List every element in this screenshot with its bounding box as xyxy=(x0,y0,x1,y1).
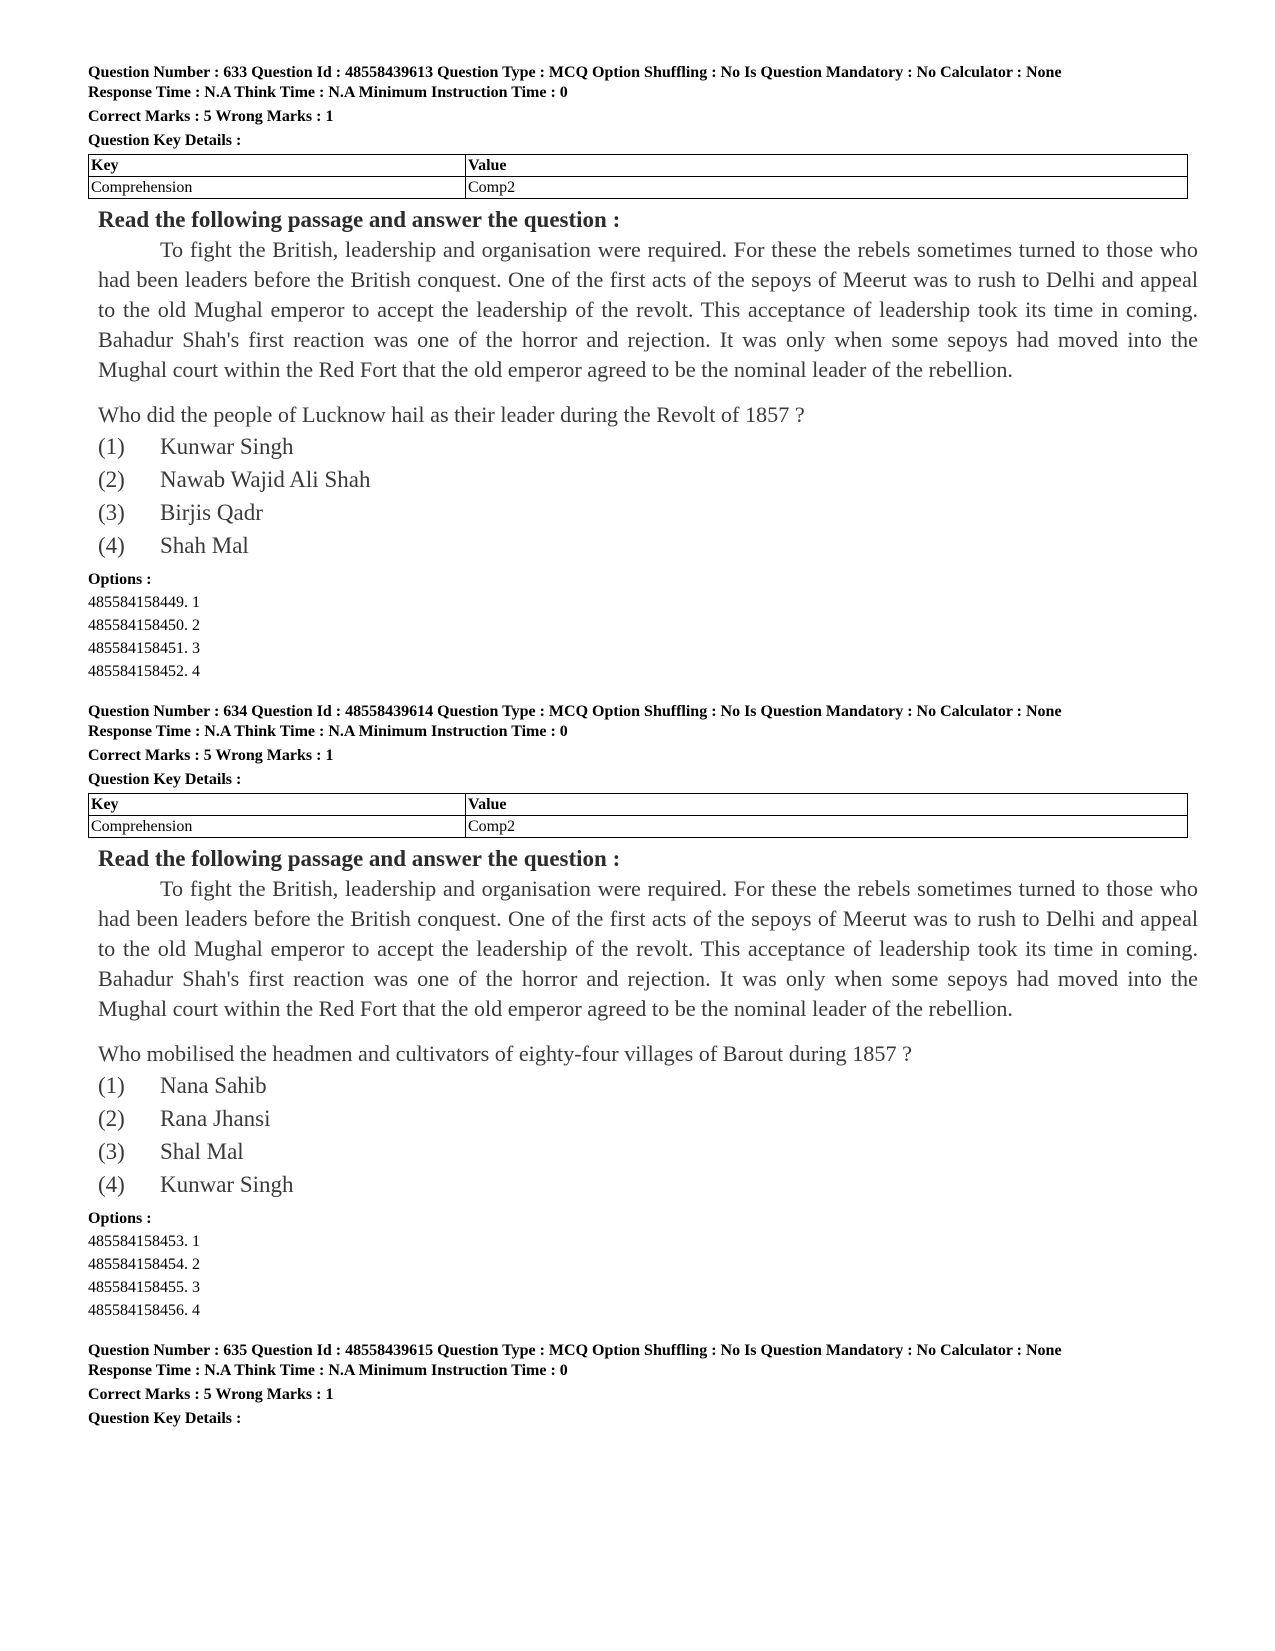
table-header-row xyxy=(89,794,1188,816)
value-cell: Comp2 xyxy=(466,816,1188,838)
value-header: Value xyxy=(466,155,1188,177)
question-meta-line1: Question Number : 635 Question Id : 48558439615 Question Type : MCQ Option Shuffling : No Is Question Mandatory : No Calculator : None xyxy=(88,1342,1062,1359)
option-id-line: 485584158449. 1 xyxy=(88,594,200,611)
question-meta-line1: Question Number : 633 Question Id : 48558439613 Question Type : MCQ Option Shuffling : No Is Question Mandatory : No Calculator : None xyxy=(88,64,1062,81)
question-meta-line1: Question Number : 634 Question Id : 48558439614 Question Type : MCQ Option Shuffling : No Is Question Mandatory : No Calculator : None xyxy=(88,703,1062,720)
choice-text: Nana Sahib xyxy=(160,1073,267,1098)
value-header: Value xyxy=(466,794,1188,816)
option-id-line: 485584158450. 2 xyxy=(88,617,200,634)
question-meta-line2: Response Time : N.A Think Time : N.A Minimum Instruction Time : 0 xyxy=(88,723,568,740)
option-id-line: 485584158455. 3 xyxy=(88,1279,200,1296)
passage-instruction: Read the following passage and answer the question : xyxy=(98,207,621,232)
option-id-line: 485584158456. 4 xyxy=(88,1302,200,1319)
key-details-title: Question Key Details : xyxy=(88,1410,242,1427)
key-cell: Comprehension xyxy=(89,177,466,199)
choice-number: (2) xyxy=(98,467,125,492)
key-header: Key xyxy=(89,155,466,177)
options-title: Options : xyxy=(88,571,152,588)
key-details-title: Question Key Details : xyxy=(88,771,242,788)
choice-number: (1) xyxy=(98,1073,125,1098)
choice-text: Rana Jhansi xyxy=(160,1106,271,1131)
question-text: Who did the people of Lucknow hail as their leader during the Revolt of 1857 ? xyxy=(98,402,805,427)
choice-number: (4) xyxy=(98,1172,125,1197)
question-block xyxy=(88,702,1198,1322)
choice-number: (4) xyxy=(98,533,125,558)
key-details-table xyxy=(88,793,1188,838)
choice-item xyxy=(98,496,1198,529)
option-id-line: 485584158451. 3 xyxy=(88,640,200,657)
choice-text: Kunwar Singh xyxy=(160,1172,294,1197)
question-block xyxy=(88,1341,1198,1429)
question-text: Who mobilised the headmen and cultivators of eighty-four villages of Barout during 1857 ? xyxy=(98,1041,912,1066)
question-content xyxy=(98,205,1198,562)
table-header-row xyxy=(89,155,1188,177)
table-row xyxy=(89,177,1188,199)
marks-line: Correct Marks : 5 Wrong Marks : 1 xyxy=(88,108,334,125)
passage-instruction: Read the following passage and answer the question : xyxy=(98,846,621,871)
choice-item xyxy=(98,463,1198,496)
choice-number: (3) xyxy=(98,500,125,525)
marks-line: Correct Marks : 5 Wrong Marks : 1 xyxy=(88,747,334,764)
choice-text: Nawab Wajid Ali Shah xyxy=(160,467,371,492)
question-paper xyxy=(88,63,1198,1429)
choice-item xyxy=(98,1168,1198,1201)
question-meta-line2: Response Time : N.A Think Time : N.A Minimum Instruction Time : 0 xyxy=(88,1362,568,1379)
option-id-line: 485584158454. 2 xyxy=(88,1256,200,1273)
option-id-line: 485584158452. 4 xyxy=(88,663,200,680)
passage-text: To fight the British, leadership and organisation were required. For these the rebels sometimes turned to those who had been leaders before the British conquest. One of the first acts of the sepoys of Meerut was to rush to Delhi and appeal to the old Mughal emperor to accept the leadership of the revolt. This acceptance of leadership took its time in coming. Bahadur Shah's first reaction was one of the horror and rejection. It was only when some sepoys had moved into the Mughal court within the Red Fort that the old emperor agreed to be the nominal leader of the rebellion. xyxy=(98,237,1198,382)
options-title: Options : xyxy=(88,1210,152,1227)
choice-item xyxy=(98,1069,1198,1102)
question-content xyxy=(98,844,1198,1201)
choice-text: Birjis Qadr xyxy=(160,500,263,525)
key-details-table xyxy=(88,154,1188,199)
choice-item xyxy=(98,430,1198,463)
key-cell: Comprehension xyxy=(89,816,466,838)
question-block xyxy=(88,63,1198,683)
question-meta-line2: Response Time : N.A Think Time : N.A Minimum Instruction Time : 0 xyxy=(88,84,568,101)
passage-text: To fight the British, leadership and organisation were required. For these the rebels sometimes turned to those who had been leaders before the British conquest. One of the first acts of the sepoys of Meerut was to rush to Delhi and appeal to the old Mughal emperor to accept the leadership of the revolt. This acceptance of leadership took its time in coming. Bahadur Shah's first reaction was one of the horror and rejection. It was only when some sepoys had moved into the Mughal court within the Red Fort that the old emperor agreed to be the nominal leader of the rebellion. xyxy=(98,876,1198,1021)
option-id-line: 485584158453. 1 xyxy=(88,1233,200,1250)
choice-text: Kunwar Singh xyxy=(160,434,294,459)
choice-text: Shal Mal xyxy=(160,1139,244,1164)
choice-item xyxy=(98,1135,1198,1168)
choice-text: Shah Mal xyxy=(160,533,249,558)
choice-number: (3) xyxy=(98,1139,125,1164)
choice-number: (2) xyxy=(98,1106,125,1131)
table-row xyxy=(89,816,1188,838)
key-header: Key xyxy=(89,794,466,816)
choice-number: (1) xyxy=(98,434,125,459)
choice-item xyxy=(98,529,1198,562)
key-details-title: Question Key Details : xyxy=(88,132,242,149)
choice-item xyxy=(98,1102,1198,1135)
value-cell: Comp2 xyxy=(466,177,1188,199)
marks-line: Correct Marks : 5 Wrong Marks : 1 xyxy=(88,1386,334,1403)
